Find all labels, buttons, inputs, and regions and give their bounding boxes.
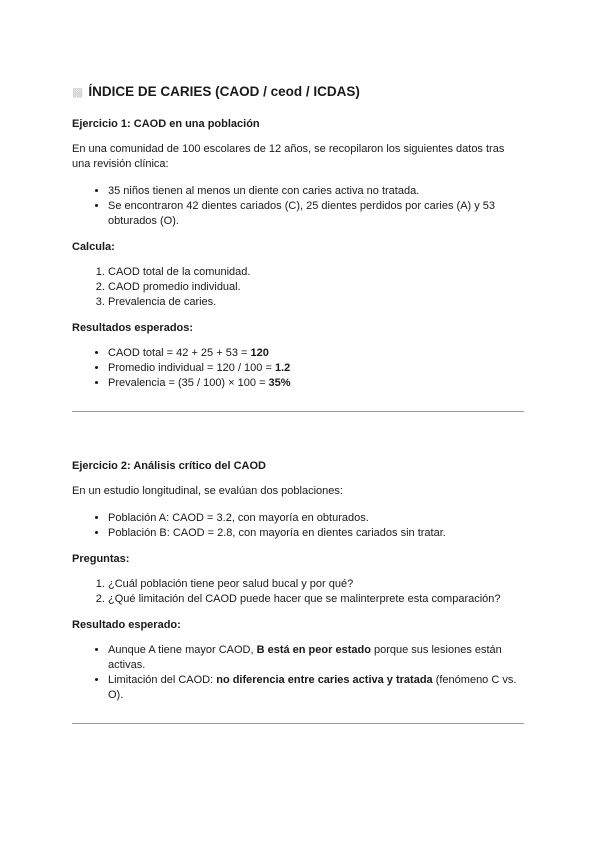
list-item: • Promedio individual = 120 / 100 = 1.2 bbox=[108, 361, 524, 376]
result-list bbox=[72, 643, 524, 703]
calc-heading: Calcula: bbox=[72, 241, 115, 253]
exercise-2-intro: En un estudio longitudinal, se evalúan dos poblaciones: bbox=[72, 485, 343, 497]
list-item: • Prevalencia = (35 / 100) × 100 = 35% bbox=[108, 376, 524, 391]
list-item: 3. Prevalencia de caries. bbox=[108, 295, 524, 310]
exercise-1-intro: En una comunidad de 100 escolares de 12 años, se recopilaron los siguientes datos tras una revisión clínica: bbox=[72, 143, 505, 170]
list-item: • CAOD total = 42 + 25 + 53 = 120 bbox=[108, 346, 524, 361]
calc-list bbox=[72, 265, 524, 310]
questions-list bbox=[72, 577, 524, 607]
title-text: ÍNDICE DE CARIES (CAOD / ceod / ICDAS) bbox=[88, 84, 360, 99]
result-heading: Resultado esperado: bbox=[72, 619, 181, 631]
document-title bbox=[72, 84, 524, 99]
section-divider bbox=[72, 723, 524, 724]
exercise-2-heading: Ejercicio 2: Análisis crítico del CAOD bbox=[72, 460, 266, 472]
list-item: • Aunque A tiene mayor CAOD, B está en peor estado porque sus lesiones están activas. bbox=[108, 643, 524, 673]
list-item: 1. CAOD total de la comunidad. bbox=[108, 265, 524, 280]
results-heading: Resultados esperados: bbox=[72, 322, 194, 334]
list-item: 1. ¿Cuál población tiene peor salud bucal y por qué? bbox=[108, 577, 524, 592]
list-item: • 35 niños tienen al menos un diente con caries activa no tratada. bbox=[108, 184, 524, 199]
populations-list bbox=[72, 511, 524, 541]
document-page bbox=[72, 84, 524, 724]
exercise-1-data-list bbox=[72, 184, 524, 229]
results-list bbox=[72, 346, 524, 391]
tooth-icon: ▩ bbox=[72, 84, 84, 99]
list-item: • Población A: CAOD = 3.2, con mayoría en obturados. bbox=[108, 511, 524, 526]
list-item: • Limitación del CAOD: no diferencia entre caries activa y tratada (fenómeno C vs. O). bbox=[108, 673, 524, 703]
list-item: • Población B: CAOD = 2.8, con mayoría en dientes cariados sin tratar. bbox=[108, 526, 524, 541]
list-item: • Se encontraron 42 dientes cariados (C), 25 dientes perdidos por caries (A) y 53 obturados (O). bbox=[108, 199, 524, 229]
list-item: 2. CAOD promedio individual. bbox=[108, 280, 524, 295]
questions-heading: Preguntas: bbox=[72, 553, 130, 565]
list-item: 2. ¿Qué limitación del CAOD puede hacer que se malinterprete esta comparación? bbox=[108, 592, 524, 607]
exercise-1-heading: Ejercicio 1: CAOD en una población bbox=[72, 118, 260, 130]
